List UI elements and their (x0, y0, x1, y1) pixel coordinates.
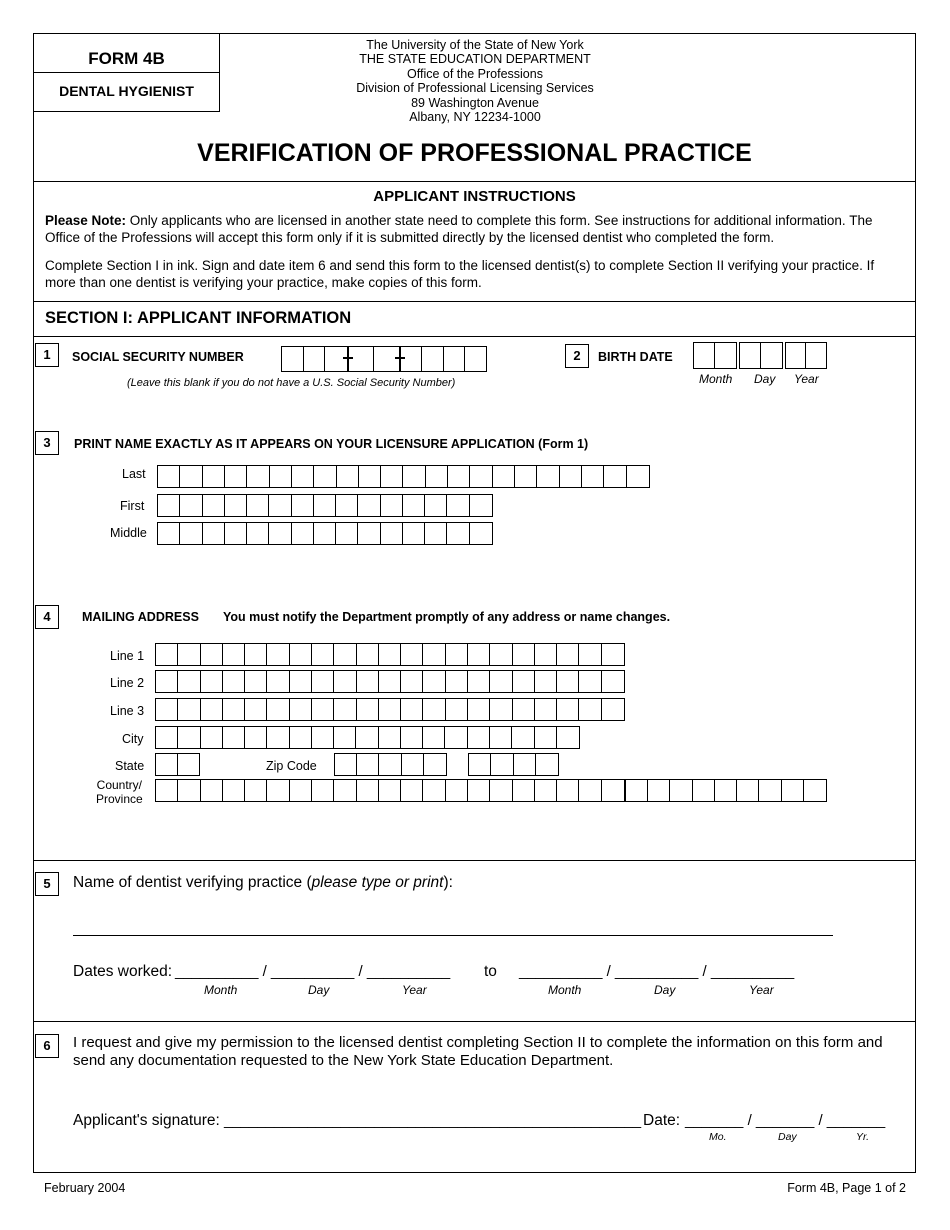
ssn-note: (Leave this blank if you do not have a U.S. Social Security Number) (127, 377, 456, 389)
last-name-boxes[interactable] (157, 465, 650, 488)
instructions-heading: APPLICANT INSTRUCTIONS (373, 188, 576, 205)
middle-name-boxes[interactable] (157, 522, 493, 545)
ssn-dash (343, 357, 353, 359)
mailing-address-note: You must notify the Department promptly of any address or name changes. (223, 610, 671, 624)
country-label-line: Country/ (96, 778, 143, 792)
instructions-para2: Complete Section I in ink. Sign and date item 6 and send this form to the licensed dentist(s) to complete Section II verifying your practice. If more than one dentist is verifying your practice, make copies of this form. (45, 258, 875, 290)
item-number-4: 4 (35, 605, 59, 629)
dentist-label-text: Name of dentist verifying practice ( (73, 874, 312, 891)
item-number-1: 1 (35, 343, 59, 367)
agency-line: 89 Washington Avenue (411, 95, 539, 110)
last-label: Last (122, 467, 146, 481)
ssn-group-1[interactable] (281, 346, 348, 372)
postal-code-boxes[interactable] (625, 779, 827, 802)
zip-plus4-boxes[interactable] (468, 753, 559, 776)
country-label (96, 778, 143, 806)
birth-day-caption: Day (754, 372, 776, 386)
footer-page: Form 4B, Page 1 of 2 (787, 1181, 906, 1195)
birth-year-boxes[interactable] (785, 342, 827, 369)
agency-line: THE STATE EDUCATION DEPARTMENT (359, 52, 591, 67)
signature-day-caption: Day (778, 1131, 797, 1143)
birth-month-caption: Month (699, 372, 733, 386)
zip-boxes[interactable] (334, 753, 447, 776)
from-day-caption: Day (308, 983, 330, 997)
note-text: Only applicants who are licensed in another state need to complete this form. See instructions for additional information. The Office of the Professions will accept this form only if it is submitted directly by the licensed dentist who completed the form. (45, 213, 873, 245)
address-line2-boxes[interactable] (155, 670, 625, 693)
zip-label: Zip Code (266, 759, 317, 773)
signature-label: Applicant's signature: (73, 1112, 220, 1129)
country-label-line: Province (96, 792, 143, 806)
agency-line: The University of the State of New York (366, 38, 584, 52)
signature-month-caption: Mo. (709, 1131, 727, 1143)
item-number-5: 5 (35, 872, 59, 896)
footer-date: February 2004 (44, 1181, 126, 1195)
note-label: Please Note: (45, 213, 127, 228)
agency-line: Division of Professional Licensing Services (356, 81, 594, 96)
line2-label: Line 2 (110, 676, 145, 690)
first-name-boxes[interactable] (157, 494, 493, 517)
profession: DENTAL HYGIENIST (59, 83, 194, 99)
ssn-label: SOCIAL SECURITY NUMBER (72, 350, 244, 364)
item-number-6: 6 (35, 1034, 59, 1058)
to-month-caption: Month (548, 983, 582, 997)
divider (33, 301, 916, 302)
signature-year-caption: Yr. (856, 1131, 870, 1143)
from-year-caption: Year (402, 983, 427, 997)
section1-heading: SECTION I: APPLICANT INFORMATION (45, 309, 352, 327)
state-label: State (115, 759, 145, 773)
dentist-name-line[interactable] (73, 935, 833, 936)
item-number-3: 3 (35, 431, 59, 455)
dates-worked-to-label: to (484, 963, 497, 980)
ssn-dash (395, 357, 405, 359)
signature-date-label: Date: (643, 1112, 681, 1129)
from-month-caption: Month (204, 983, 238, 997)
dentist-name-label (73, 874, 453, 892)
state-boxes[interactable] (155, 753, 200, 776)
birth-day-boxes[interactable] (739, 342, 783, 369)
mailing-address-label: MAILING ADDRESS (82, 610, 199, 624)
middle-label: Middle (110, 526, 147, 540)
to-year-caption: Year (749, 983, 774, 997)
line3-label: Line 3 (110, 704, 145, 718)
ssn-group-3[interactable] (400, 346, 487, 372)
dentist-label-text: ): (443, 874, 453, 891)
divider (33, 1021, 916, 1022)
instructions-note (45, 213, 907, 246)
page-title: VERIFICATION OF PROFESSIONAL PRACTICE (197, 139, 752, 167)
agency-line: Office of the Professions (407, 66, 543, 81)
city-label: City (122, 732, 144, 746)
form-id: FORM 4B (88, 49, 165, 68)
dates-worked-label: Dates worked: (73, 963, 173, 980)
address-line1-boxes[interactable] (155, 643, 625, 666)
city-boxes[interactable] (155, 726, 580, 749)
signature-line[interactable]: __________________________________________________ (224, 1112, 642, 1129)
ssn-group-2[interactable] (348, 346, 400, 372)
signature-date[interactable]: _______ / _______ / _______ (685, 1112, 886, 1129)
name-label: PRINT NAME EXACTLY AS IT APPEARS ON YOUR LICENSURE APPLICATION (Form 1) (74, 437, 589, 451)
birth-date-label: BIRTH DATE (598, 350, 673, 364)
divider (33, 336, 916, 337)
divider (33, 860, 916, 861)
line1-label: Line 1 (110, 649, 145, 663)
country-boxes[interactable] (155, 779, 625, 802)
item-number-2: 2 (565, 344, 589, 368)
to-day-caption: Day (654, 983, 676, 997)
agency-line: Albany, NY 12234-1000 (409, 110, 541, 125)
address-line3-boxes[interactable] (155, 698, 625, 721)
dentist-label-emphasis: please type or print (311, 874, 444, 891)
birth-year-caption: Year (794, 372, 819, 386)
dates-worked-from[interactable]: __________ / __________ / __________ (175, 963, 451, 980)
dates-worked-to[interactable]: __________ / __________ / __________ (519, 963, 795, 980)
birth-month-boxes[interactable] (693, 342, 737, 369)
agency-address (300, 38, 650, 124)
first-label: First (120, 499, 145, 513)
divider (33, 181, 916, 182)
permission-text: I request and give my permission to the licensed dentist completing Section II to complete the information on this form and send any documentation requested to the New York State Education Department. (73, 1034, 883, 1069)
